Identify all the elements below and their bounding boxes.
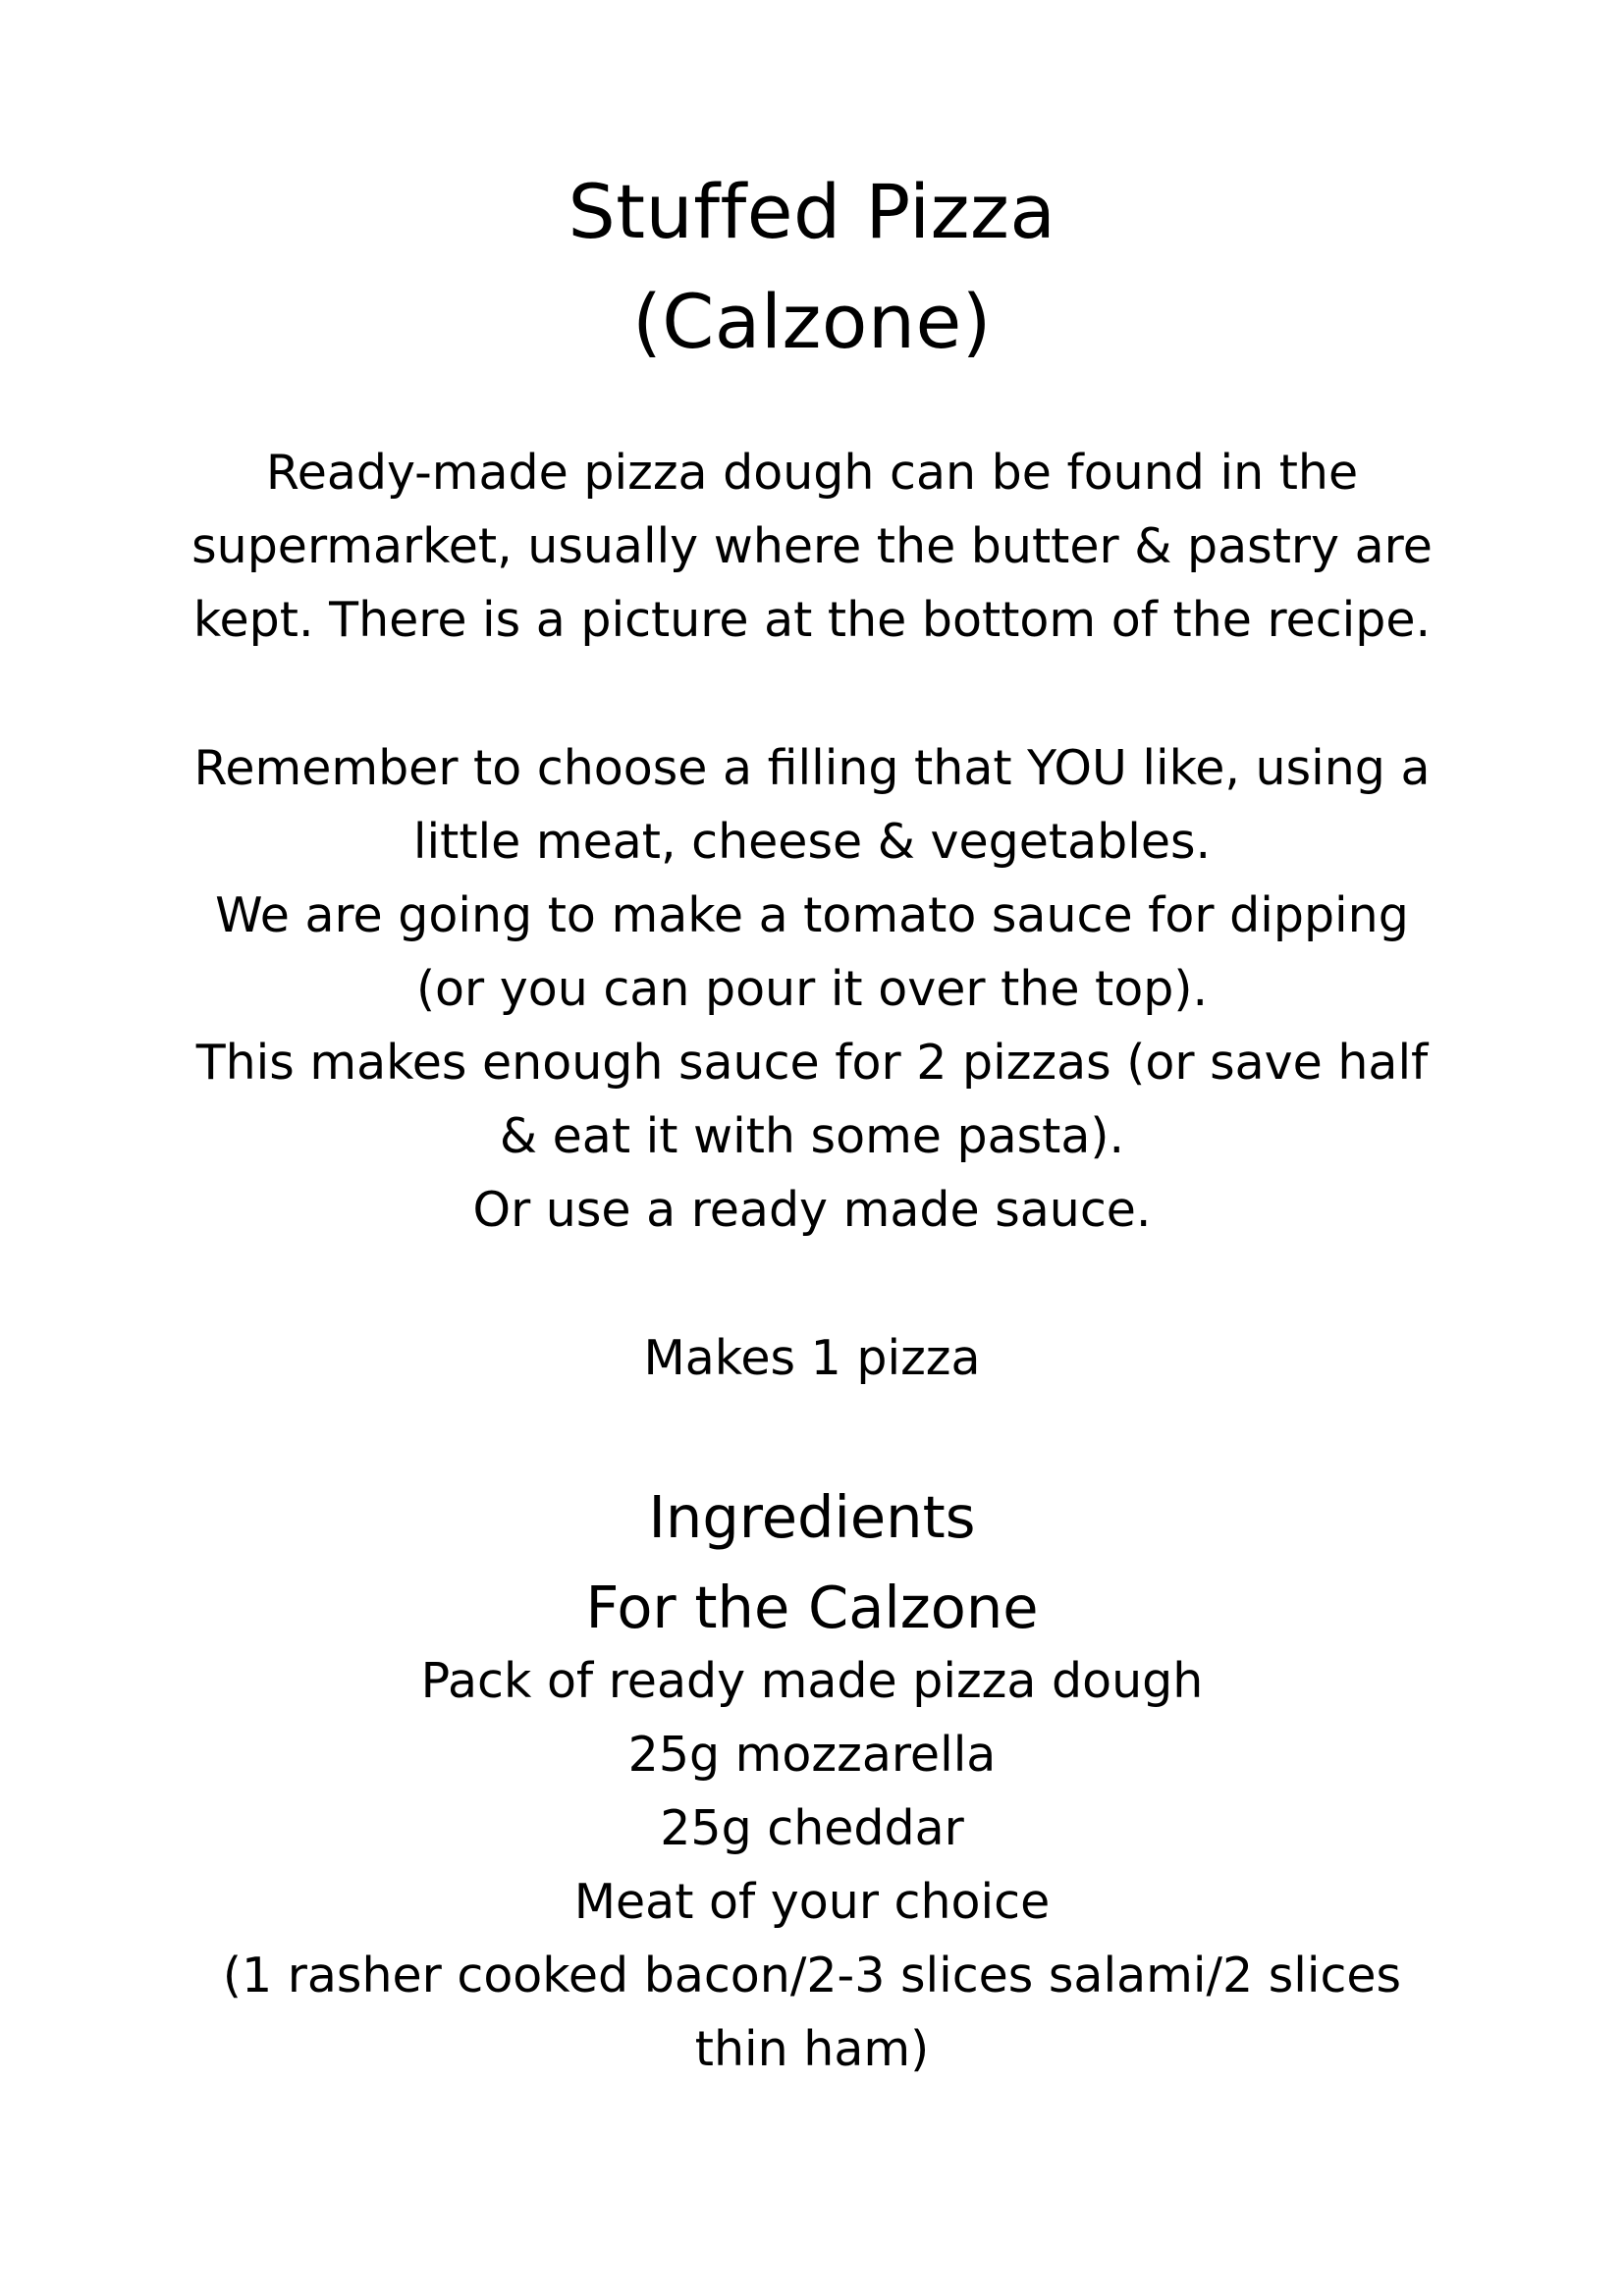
advice-line-6: & eat it with some pasta). (499, 1108, 1125, 1164)
yield-text: Makes 1 pizza (643, 1330, 981, 1386)
recipe-title (0, 157, 1624, 377)
ingredient-item: Pack of ready made pizza dough (420, 1653, 1204, 1709)
intro-line-1: Ready-made pizza dough can be found in the (265, 445, 1359, 501)
advice-line-4: (or you can pour it over the top). (415, 961, 1209, 1017)
advice-line-1: Remember to choose a filling that YOU like, using a (193, 740, 1431, 796)
title-line-1: Stuffed Pizza (568, 168, 1056, 255)
intro-line-3: kept. There is a picture at the bottom of the recipe. (192, 592, 1432, 648)
advice-line-3: We are going to make a tomato sauce for dipping (215, 887, 1409, 943)
intro-paragraph (0, 436, 1624, 657)
calzone-subheading: For the Calzone (585, 1574, 1039, 1641)
ingredient-item: thin ham) (694, 2021, 930, 2077)
advice-line-2: little meat, cheese & vegetables. (412, 814, 1212, 870)
advice-line-5: This makes enough sauce for 2 pizzas (or save half (195, 1035, 1429, 1091)
ingredients-heading: Ingredients (648, 1483, 976, 1551)
ingredient-item: (1 rasher cooked bacon/2-3 slices salami/2 slices (222, 1948, 1402, 2003)
advice-line-7: Or use a ready made sauce. (472, 1182, 1152, 1238)
intro-line-2: supermarket, usually where the butter & pastry are (191, 518, 1433, 574)
ingredient-item: 25g cheddar (660, 1800, 964, 1856)
ingredient-item: 25g mozzarella (627, 1727, 997, 1783)
advice-paragraph (0, 731, 1624, 1247)
ingredients-list (0, 1644, 1624, 2086)
title-line-2: (Calzone) (632, 278, 992, 365)
yield-section (0, 1321, 1624, 1395)
ingredient-item: Meat of your choice (573, 1874, 1051, 1930)
ingredients-header (0, 1472, 1624, 1653)
